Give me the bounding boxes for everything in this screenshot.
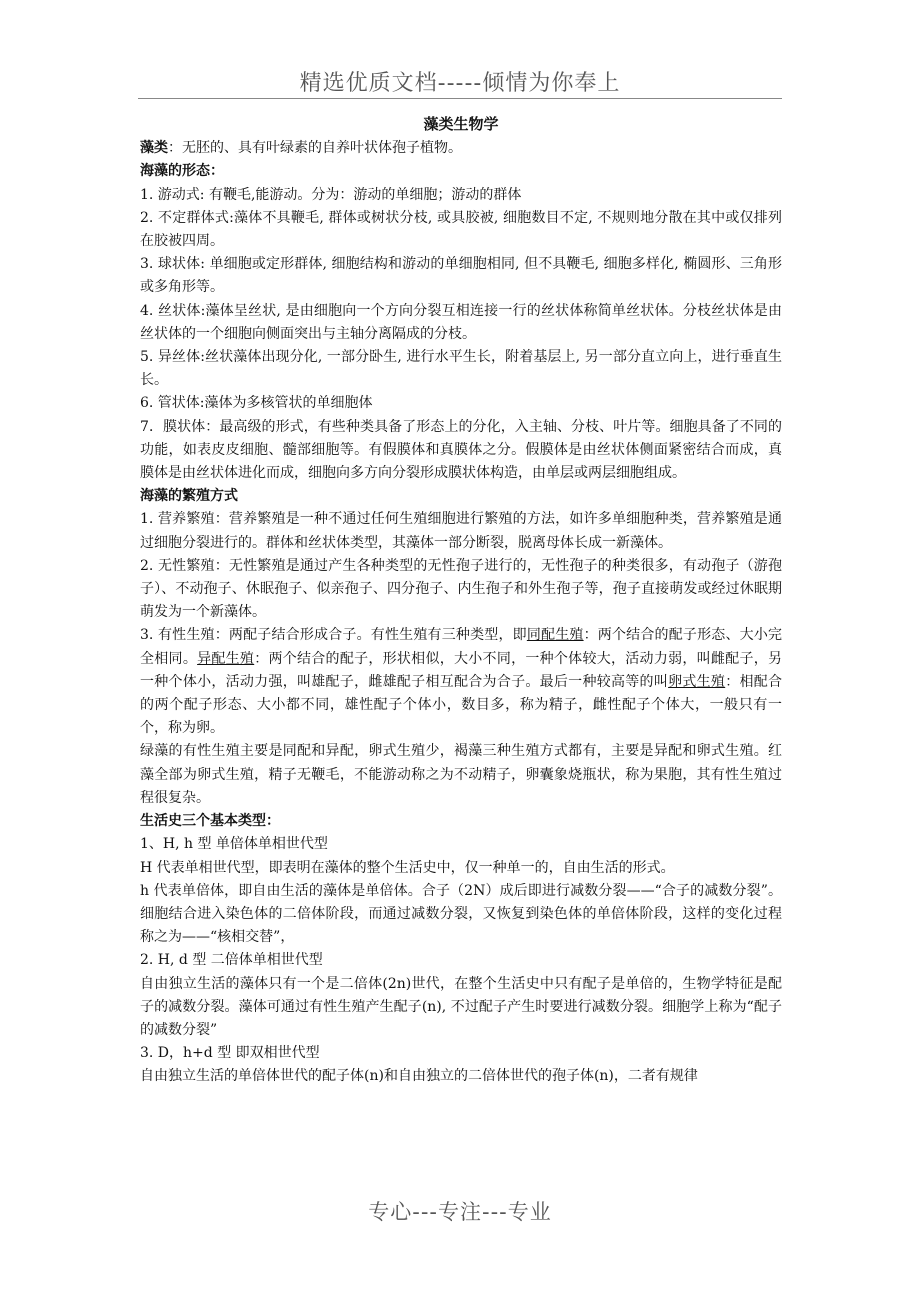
morphology-item: 3. 球状体: 单细胞或定形群体, 细胞结构和游动的单细胞相同, 但不具鞭毛, 细胞多样化, 椭圆形、三角形或多角形等。 [140, 256, 782, 296]
morphology-item: 7．膜状体：最高级的形式，有些种类具备了形态上的分化，入主轴、分枝、叶片等。细胞具备了不同的功能，如表皮皮细胞、髓部细胞等。有假膜体和真膜体之分。假膜体是由丝状体侧面紧密结合而成，真膜体是由丝状体进化而成，细胞向多方向分裂形成膜状体构造，由单层或两层细胞组成。 [140, 418, 782, 482]
morphology-item: 6. 管状体:藻体为多核管状的单细胞体 [140, 395, 373, 412]
life-history-type2-title: 2. H, d 型 二倍体单相世代型 [140, 952, 323, 969]
running-footer: 专心---专注---专业 [368, 1200, 552, 1224]
life-history-type2-paragraph: 自由独立生活的藻体只有一个是二倍体(2n)世代，在整个生活史中只有配子是单倍的，生物学特征是配子的减数分裂。藻体可通过有性生殖产生配子(n), 不过配子产生时要进行减数分裂。细胞学上称为“配子的减数分裂” [140, 975, 782, 1038]
definition-term: 藻类 [140, 140, 168, 157]
life-history-heading: 生活史三个基本类型： [140, 813, 280, 830]
morphology-heading: 海藻的形态： [140, 163, 224, 180]
morphology-item: 2. 不定群体式:藻体不具鞭毛, 群体或树状分枝, 或具胶被, 细胞数目不定, 不规则地分散在其中或仅排列在胶被四周。 [140, 209, 782, 250]
morphology-item: 1. 游动式: 有鞭毛,能游动。分为：游动的单细胞；游动的群体 [140, 186, 522, 203]
sexual-text-3: ：两个结合的配子，形状相似，大小不同，一种个体较大，活动力弱，叫雌配子，另一种个体小，活动力强，叫雄配子，雌雄配子相互配合为合子。最后一种较高等的叫 [140, 650, 783, 690]
reproduction-heading: 海藻的繁殖方式 [140, 488, 238, 505]
reproduction-item-sexual [140, 624, 782, 740]
header-rule [138, 98, 782, 99]
reproduction-item-asexual: 2. 无性繁殖：无性繁殖是通过产生各种类型的无性孢子进行的，无性孢子的种类很多，有动孢子（游孢子）、不动孢子、休眠孢子、似亲孢子、四分孢子、内生孢子和外生孢子等，孢子直接萌发或经过休眠期萌发为一个新藻体。 [140, 557, 782, 621]
sexual-text-1: 3. 有性生殖：两配子结合形成合子。有性生殖有三种类型，即 [140, 627, 527, 644]
document-title: 藻类生物学 [423, 115, 499, 133]
definition-paragraph [140, 137, 782, 160]
life-history-type1-paragraph: h 代表单倍体，即自由生活的藻体是单倍体。合子（2N）成后即进行减数分裂——“合子的减数分裂”。细胞结合进入染色体的二倍体阶段，而通过减数分裂，又恢复到染色体的单倍体阶段，这样的变化过程称之为——“核相交替”， [140, 882, 782, 946]
sexual-text-4: ：相配合的两个配子形态、大小都不同，雄性配子个体小，数目多，称为精子，雌性配子个体大，一般只有一个，称为卵。 [140, 673, 783, 737]
term-isogamy: 同配生殖 [526, 627, 584, 644]
sexual-text-2: ：两个结合的配子形态、大小完全相同。 [140, 627, 783, 667]
life-history-type1-paragraph: H 代表单相世代型，即表明在藻体的整个生活史中，仅一种单一的，自由生活的形式。 [140, 859, 675, 876]
life-history-type1-title: 1、H, h 型 单倍体单相世代型 [140, 836, 328, 853]
term-anisogamy: 异配生殖 [197, 650, 255, 667]
running-header: 精选优质文档-----倾情为你奉上 [299, 71, 621, 96]
reproduction-summary: 绿藻的有性生殖主要是同配和异配，卵式生殖少，褐藻三种生殖方式都有，主要是异配和卵式生殖。红藻全部为卵式生殖，精子无鞭毛，不能游动称之为不动精子，卵囊象烧瓶状，称为果胞，其有性生殖过程很复杂。 [140, 743, 782, 806]
term-oogamy: 卵式生殖 [668, 673, 726, 690]
morphology-item: 4. 丝状体:藻体呈丝状, 是由细胞向一个方向分裂互相连接一行的丝状体称简单丝状体。分枝丝状体是由丝状体的一个细胞向侧面突出与主轴分离隔成的分枝。 [140, 302, 782, 342]
life-history-type3-title: 3. D，h+d 型 即双相世代型 [140, 1045, 320, 1062]
morphology-item: 5. 异丝体:丝状藻体出现分化, 一部分卧生, 进行水平生长，附着基层上, 另一部分直立向上，进行垂直生长。 [140, 349, 782, 389]
reproduction-item-vegetative: 1. 营养繁殖：营养繁殖是一种不通过任何生殖细胞进行繁殖的方法，如许多单细胞种类，营养繁殖是通过细胞分裂进行的。群体和丝状体类型，其藻体一部分断裂，脱离母体长成一新藻体。 [140, 511, 782, 551]
definition-text: ：无胚的、具有叶绿素的自养叶状体孢子植物。 [168, 140, 462, 157]
life-history-type3-paragraph: 自由独立生活的单倍体世代的配子体(n)和自由独立的二倍体世代的孢子体(n)，二者有规律 [140, 1068, 698, 1085]
document-body [140, 113, 782, 1089]
